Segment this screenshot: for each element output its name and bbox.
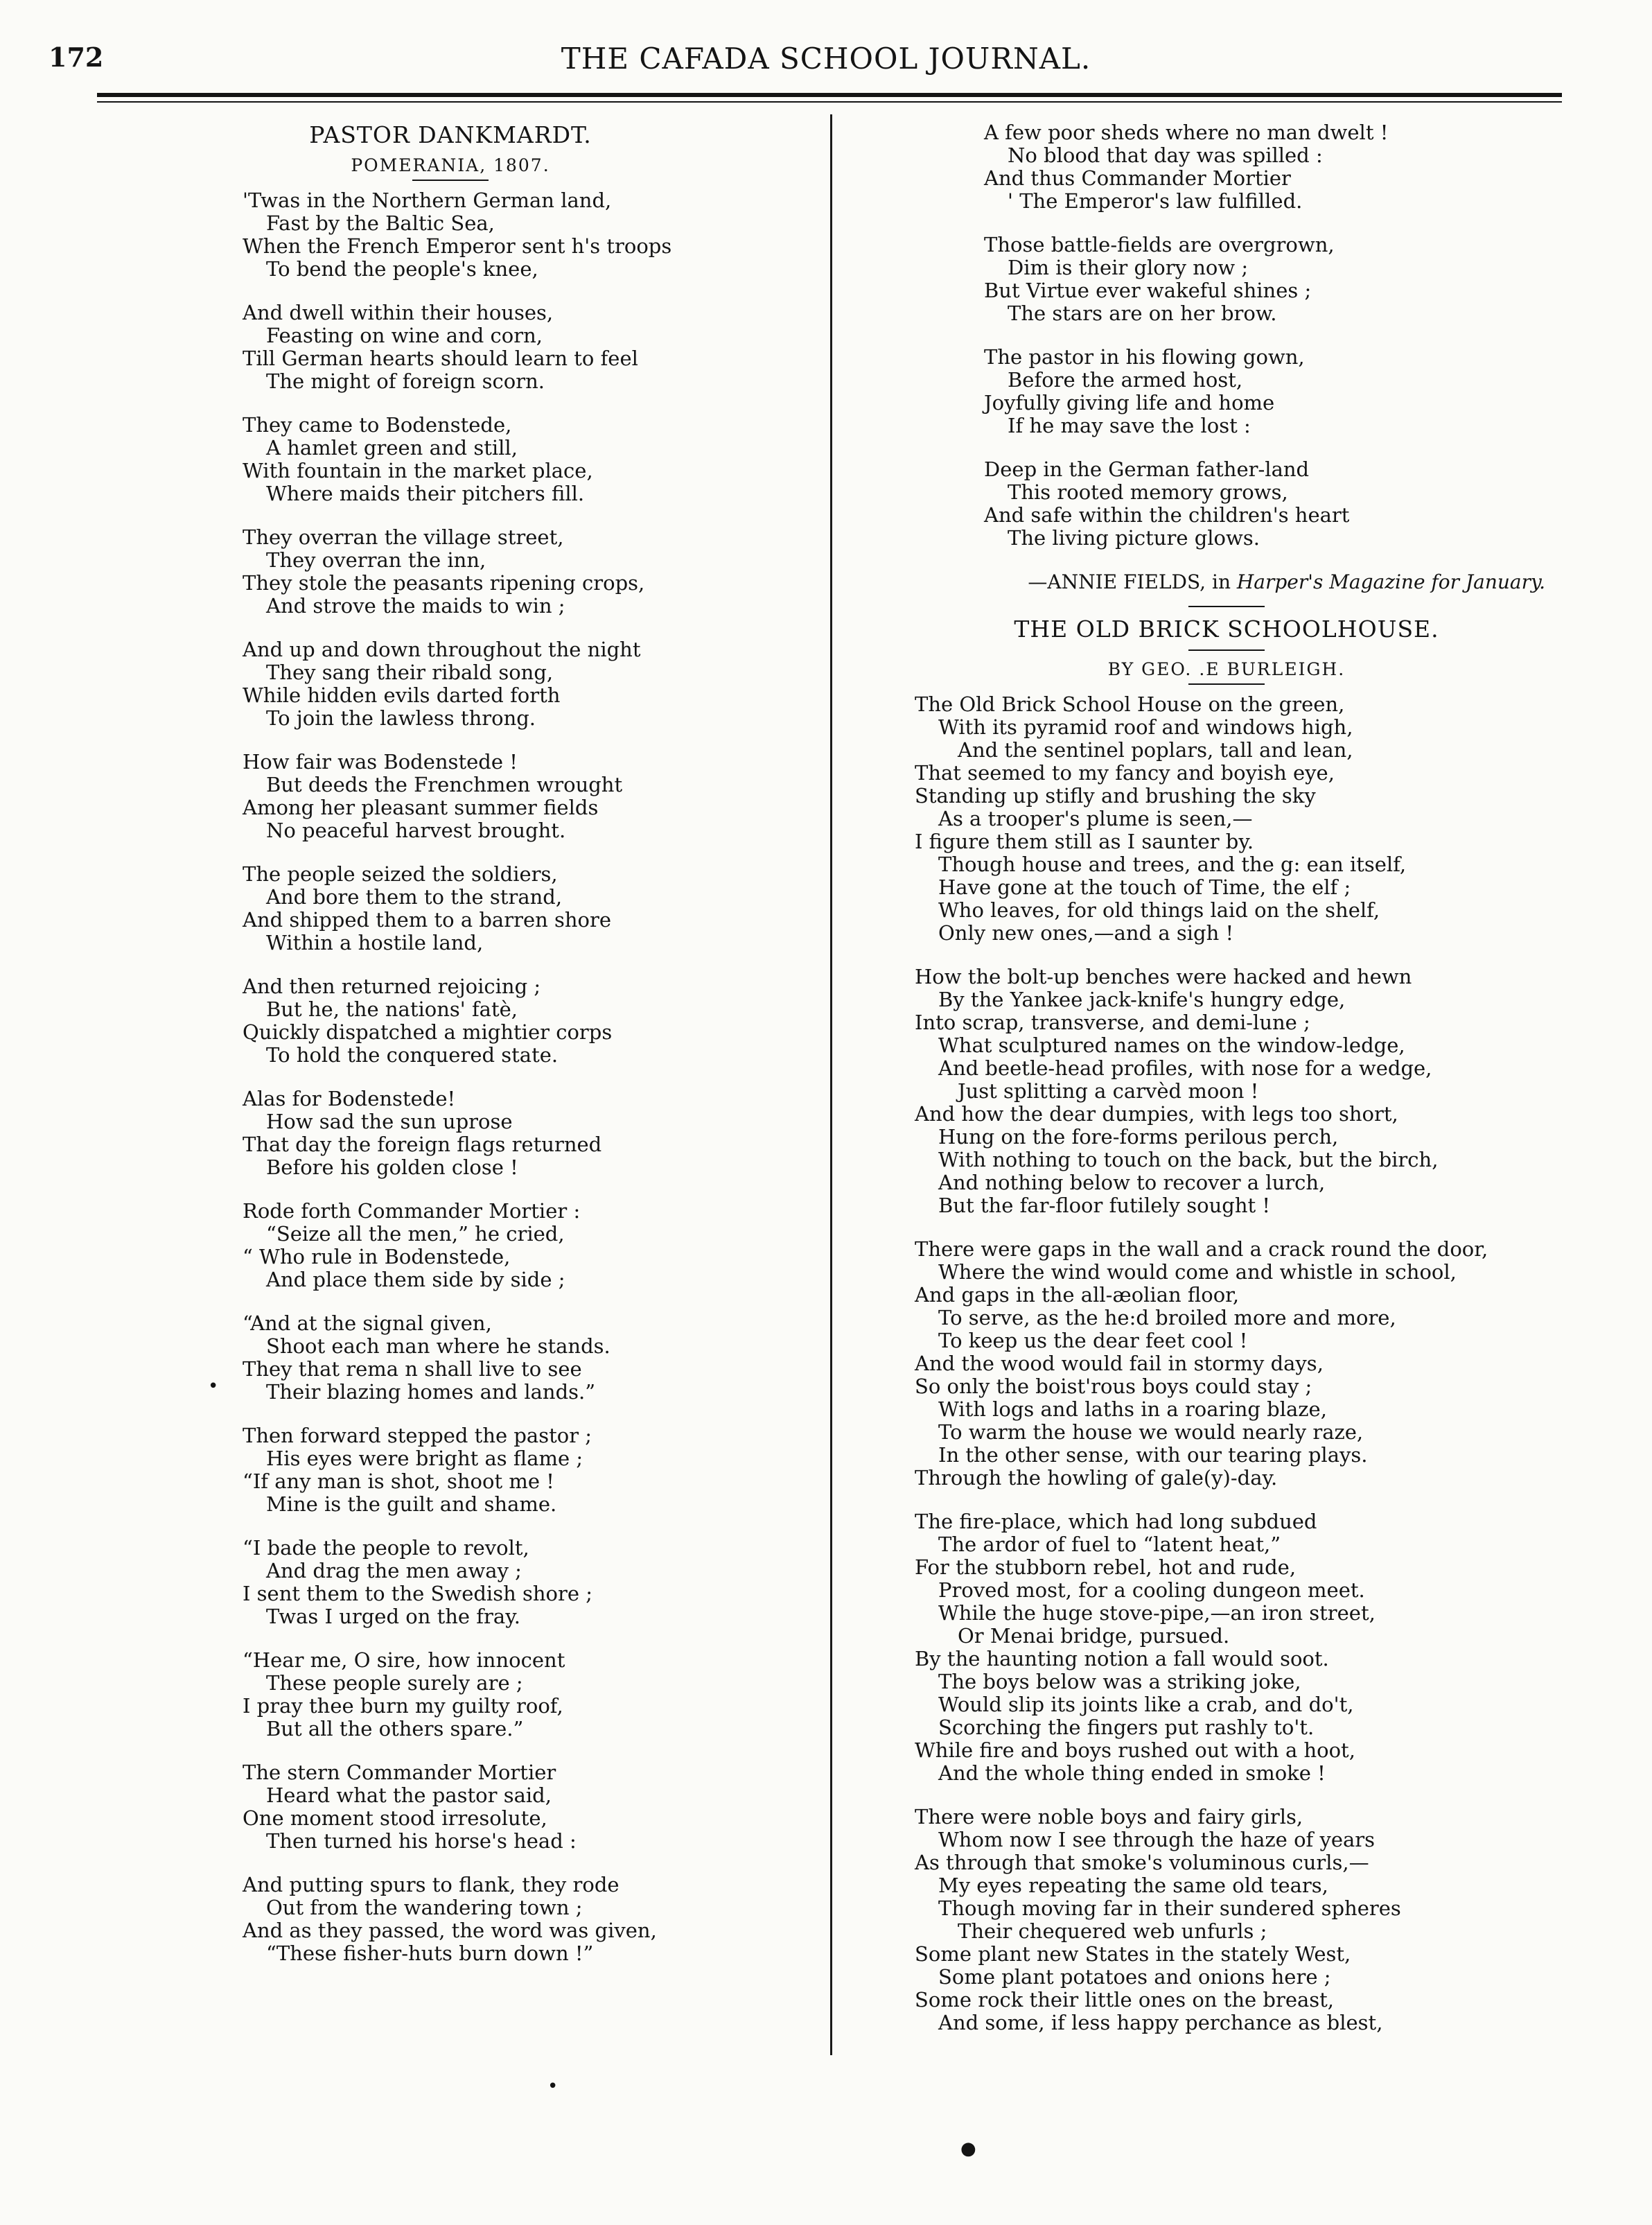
- poem-line: But deeds the Frenchmen wrought: [266, 773, 623, 796]
- stanza: [915, 1510, 1566, 1785]
- poem-line: 'Twas in the Northern German land,: [243, 189, 612, 212]
- poem-line: Before his golden close !: [266, 1155, 518, 1179]
- poem-line: And how the dear dumpies, with legs too short,: [915, 1102, 1398, 1126]
- poem-line: The pastor in his flowing gown,: [984, 345, 1305, 369]
- poem-line: The people seized the soldiers,: [243, 862, 558, 886]
- poem-line: How sad the sun uprose: [266, 1110, 513, 1133]
- poem-line: There were noble boys and fairy girls,: [915, 1805, 1303, 1829]
- poem-line: ' The Emperor's law fulfilled.: [1008, 189, 1303, 213]
- poem-line: Where maids their pitchers fill.: [266, 482, 585, 505]
- poem-line: This rooted memory grows,: [1008, 480, 1288, 504]
- poem-line: And gaps in the all-æolian floor,: [915, 1283, 1240, 1307]
- stanza: [915, 966, 1566, 1217]
- poem-line: Alas for Bodenstede!: [243, 1087, 456, 1110]
- poem-line: They stole the peasants ripening crops,: [243, 571, 645, 595]
- poem-line: By the haunting notion a fall would soot.: [915, 1647, 1329, 1670]
- poem-line: The fire-place, which had long subdued: [915, 1510, 1317, 1533]
- poem-line: By the Yankee jack-knife's hungry edge,: [938, 988, 1346, 1011]
- stanza: [243, 1312, 790, 1404]
- poem-line: A hamlet green and still,: [266, 436, 518, 460]
- stanza: [243, 1874, 790, 1965]
- stanza: [243, 302, 790, 393]
- poem-line: And the whole thing ended in smoke !: [938, 1761, 1326, 1785]
- poem-line: “I bade the people to revolt,: [243, 1536, 529, 1560]
- poem-line: Some rock their little ones on the breast,: [915, 1988, 1335, 2012]
- poem-line: To bend the people's knee,: [266, 257, 538, 281]
- poem-line: And drag the men away ;: [266, 1559, 522, 1582]
- poem-body: [111, 189, 790, 1965]
- stanza: [243, 863, 790, 954]
- poem-line: Rode forth Commander Mortier :: [243, 1199, 581, 1223]
- header-rule-thin: [97, 101, 1562, 103]
- poem-line: Proved most, for a cooling dungeon meet.: [938, 1578, 1365, 1602]
- poem-line: No peaceful harvest brought.: [266, 819, 566, 842]
- poem-line: To keep us the dear feet cool !: [938, 1329, 1248, 1352]
- poem-line: “ Who rule in Bodenstede,: [243, 1245, 511, 1268]
- poem-subtitle: POMERANIA, 1807.: [351, 155, 550, 175]
- poem-line: And place them side by side ;: [266, 1268, 565, 1291]
- print-speck: •: [208, 1376, 219, 1397]
- poem-line: The stars are on her brow.: [1008, 302, 1277, 325]
- poem-line: And putting spurs to flank, they rode: [243, 1873, 620, 1896]
- attribution: [887, 570, 1566, 593]
- poem-line: With fountain in the market place,: [243, 459, 593, 482]
- poem-line: Their blazing homes and lands.”: [266, 1380, 596, 1404]
- stanza: [243, 414, 790, 505]
- poem-line: The might of foreign scorn.: [266, 369, 545, 393]
- poem-line: Deep in the German father-land: [984, 457, 1310, 481]
- stanza: [984, 121, 1566, 213]
- poem-line: “If any man is shot, shoot me !: [243, 1469, 554, 1493]
- poem-line: So only the boist'rous boys could stay ;: [915, 1375, 1312, 1398]
- poem-line: They came to Bodenstede,: [243, 413, 512, 437]
- poem-line: “These fisher-huts burn down !”: [266, 1942, 594, 1965]
- poem-line: And then returned rejoicing ;: [243, 975, 541, 998]
- poem-line: The boys below was a striking joke,: [938, 1670, 1301, 1693]
- poem-line: And dwell within their houses,: [243, 301, 554, 324]
- poem-line: Only new ones,—and a sigh !: [938, 921, 1234, 945]
- poem-line: Heard what the pastor said,: [266, 1783, 552, 1807]
- poem-line: Hung on the fore-forms perilous perch,: [938, 1125, 1339, 1149]
- poem-line: I figure them still as I saunter by.: [915, 830, 1254, 853]
- right-column: [887, 121, 1566, 2055]
- poem-line: And shipped them to a barren shore: [243, 908, 612, 932]
- poem-line: The Old Brick School House on the green,: [915, 692, 1345, 716]
- poem-title: PASTOR DANKMARDT.: [309, 121, 592, 148]
- poem-line: While fire and boys rushed out with a hoot,: [915, 1738, 1355, 1762]
- stanza: [243, 189, 790, 281]
- poem-line: The ardor of fuel to “latent heat,”: [938, 1533, 1281, 1556]
- poem-line: Into scrap, transverse, and demi-lune ;: [915, 1011, 1310, 1034]
- poem-line: There were gaps in the wall and a crack round the door,: [915, 1237, 1488, 1261]
- poem-line: To join the lawless throng.: [266, 706, 536, 730]
- poem-line: And bore them to the strand,: [266, 885, 563, 909]
- poem-line: For the stubborn rebel, hot and rude,: [915, 1555, 1297, 1579]
- poem-line: Standing up stifly and brushing the sky: [915, 784, 1316, 808]
- stanza: [243, 1761, 790, 1853]
- poem-line: I sent them to the Swedish shore ;: [243, 1582, 593, 1605]
- poem-line: But he, the nations' fatè,: [266, 997, 518, 1021]
- stanza: [243, 1649, 790, 1740]
- poem-line: Joyfully giving life and home: [984, 391, 1275, 415]
- column-divider: [830, 114, 832, 2055]
- poem-line: But Virtue ever wakeful shines ;: [984, 279, 1312, 302]
- poem-line: The stern Commander Mortier: [243, 1761, 556, 1784]
- poem-line: I pray thee burn my guilty roof,: [243, 1694, 563, 1718]
- poem-line: Through the howling of gale(y)-day.: [915, 1466, 1278, 1490]
- poem-line: They overran the village street,: [243, 525, 564, 549]
- poem-line: With its pyramid roof and windows high,: [938, 715, 1353, 739]
- running-title: THE CAFADA SCHOOL JOURNAL.: [561, 42, 1091, 76]
- stanza: [243, 975, 790, 1067]
- stanza: [984, 346, 1566, 437]
- poem-line: “And at the signal given,: [243, 1311, 492, 1335]
- stanza: [915, 1238, 1566, 1490]
- poem2-title-rule: [1188, 649, 1265, 651]
- poem-line: And thus Commander Mortier: [984, 166, 1291, 190]
- poem-line: Out from the wandering town ;: [266, 1896, 583, 1919]
- poem-line: Those battle-fields are overgrown,: [984, 233, 1335, 256]
- print-speck: ●: [960, 2138, 976, 2159]
- poem-line: How fair was Bodenstede !: [243, 750, 518, 774]
- poem-line: As a trooper's plume is seen,—: [938, 807, 1253, 830]
- poem-line: One moment stood irresolute,: [243, 1806, 547, 1830]
- print-speck: •: [547, 2076, 559, 2097]
- poem-line: Twas I urged on the fray.: [266, 1605, 520, 1628]
- stanza: [243, 1424, 790, 1516]
- poem2-byline: BY GEO. .E BURLEIGH.: [1107, 659, 1346, 679]
- poem-line: Before the armed host,: [1008, 368, 1243, 392]
- stanza: [243, 1537, 790, 1628]
- stanza: [243, 526, 790, 618]
- poem-line: Among her pleasant summer fields: [243, 796, 599, 819]
- poem-line: The living picture glows.: [1008, 526, 1260, 550]
- poem-line: And safe within the children's heart: [984, 503, 1350, 527]
- poem-line: Feasting on wine and corn,: [266, 324, 543, 347]
- poem-line: They overran the inn,: [266, 548, 486, 572]
- poem-line: Scorching the fingers put rashly to't.: [938, 1716, 1315, 1739]
- poem-line: Fast by the Baltic Sea,: [266, 211, 495, 235]
- poem2-body: [887, 693, 1566, 2034]
- poem-line: My eyes repeating the same old tears,: [938, 1874, 1328, 1897]
- title-rule: [412, 180, 489, 181]
- poem-line: If he may save the lost :: [1008, 414, 1251, 437]
- stanza: [243, 1088, 790, 1179]
- poem-line: With logs and laths in a roaring blaze,: [938, 1397, 1327, 1421]
- poem-line: Quickly dispatched a mightier corps: [243, 1020, 613, 1044]
- poem-line: Who leaves, for old things laid on the shelf,: [938, 898, 1380, 922]
- poem-line: And strove the maids to win ;: [266, 594, 565, 618]
- poem-line: His eyes were bright as flame ;: [266, 1447, 583, 1470]
- poem-line: Though moving far in their sundered spheres: [938, 1896, 1401, 1920]
- poem-line: And some, if less happy perchance as blest,: [938, 2011, 1383, 2034]
- poem-line: They sang their ribald song,: [266, 661, 554, 684]
- poem-line: “Seize all the men,” he cried,: [266, 1222, 565, 1246]
- poem-line: Whom now I see through the haze of years: [938, 1828, 1376, 1851]
- poem-continuation: [887, 121, 1566, 550]
- poem-line: Some plant potatoes and onions here ;: [938, 1965, 1331, 1989]
- stanza: [915, 1806, 1566, 2034]
- stanza: [243, 1200, 790, 1291]
- poem-line: Would slip its joints like a crab, and do't,: [938, 1693, 1354, 1716]
- poem-line: Shoot each man where he stands.: [266, 1334, 610, 1358]
- poem-line: Mine is the guilt and shame.: [266, 1492, 557, 1516]
- poem-line: What sculptured names on the window-ledge,: [938, 1033, 1405, 1057]
- poem-line: And nothing below to recover a lurch,: [938, 1171, 1326, 1194]
- poem-line: Though house and trees, and the g: ean itself,: [938, 853, 1407, 876]
- poem-line: Within a hostile land,: [266, 931, 484, 954]
- poem-line: Dim is their glory now ;: [1008, 256, 1249, 279]
- left-column: [111, 121, 790, 1986]
- attribution-source: Harper's Magazine for January.: [1236, 570, 1545, 593]
- poem-line: “Hear me, O sire, how innocent: [243, 1648, 565, 1672]
- poem-line: When the French Emperor sent h's troops: [243, 234, 672, 258]
- poem-line: Then turned his horse's head :: [266, 1829, 577, 1853]
- poem-line: But all the others spare.”: [266, 1717, 524, 1740]
- poem-line: No blood that day was spilled :: [1008, 143, 1323, 167]
- poem-line: And as they passed, the word was given,: [243, 1919, 657, 1942]
- poem-line: But the far-floor futilely sought !: [938, 1194, 1271, 1217]
- stanza: [984, 458, 1566, 550]
- stanza: [243, 751, 790, 842]
- page-number: 172: [49, 42, 104, 73]
- poem-line: Their chequered web unfurls ;: [958, 1919, 1267, 1943]
- poem-line: And the wood would fail in stormy days,: [915, 1352, 1324, 1375]
- poem-line: A few poor sheds where no man dwelt !: [984, 121, 1389, 144]
- poem-line: Till German hearts should learn to feel: [243, 347, 638, 370]
- header-rule-thick: [97, 93, 1562, 97]
- poem-line: Where the wind would come and whistle in school,: [938, 1260, 1457, 1284]
- poem-line: These people surely are ;: [266, 1671, 523, 1695]
- poem-line: And beetle-head profiles, with nose for a wedge,: [938, 1056, 1432, 1080]
- poem-line: To serve, as the he:d broiled more and more,: [938, 1306, 1396, 1329]
- poem-line: And up and down throughout the night: [243, 638, 641, 661]
- poem-line: They that rema n shall live to see: [243, 1357, 582, 1381]
- poem-line: To warm the house we would nearly raze,: [938, 1420, 1364, 1444]
- poem-line: Then forward stepped the pastor ;: [243, 1424, 592, 1447]
- poem2-title: THE OLD BRICK SCHOOLHOUSE.: [1014, 616, 1439, 643]
- poem-line: As through that smoke's voluminous curls,—: [915, 1851, 1369, 1874]
- poem-line: With nothing to touch on the back, but the birch,: [938, 1148, 1439, 1171]
- poem-line: How the bolt-up benches were hacked and hewn: [915, 965, 1412, 988]
- poem-line: That seemed to my fancy and boyish eye,: [915, 761, 1335, 785]
- poem-line: While the huge stove-pipe,—an iron street,: [938, 1601, 1376, 1625]
- poem-line: Have gone at the touch of Time, the elf ;: [938, 875, 1351, 899]
- poem-line: In the other sense, with our tearing plays.: [938, 1443, 1368, 1467]
- attribution-author: —ANNIE FIELDS, in: [1028, 570, 1231, 593]
- poem-line: Some plant new States in the stately West,: [915, 1942, 1351, 1966]
- stanza: [243, 638, 790, 730]
- poem-line: Or Menai bridge, pursued.: [958, 1624, 1230, 1648]
- poem-line: Just splitting a carvèd moon !: [958, 1079, 1259, 1103]
- poem-line: To hold the conquered state.: [266, 1043, 559, 1067]
- poem2-byline-rule: [1188, 683, 1265, 685]
- stanza: [984, 234, 1566, 325]
- poem-line: That day the foreign flags returned: [243, 1133, 602, 1156]
- poem-line: While hidden evils darted forth: [243, 683, 561, 707]
- poem-line: And the sentinel poplars, tall and lean,: [958, 738, 1353, 762]
- stanza: [915, 693, 1566, 945]
- section-rule: [1188, 606, 1265, 607]
